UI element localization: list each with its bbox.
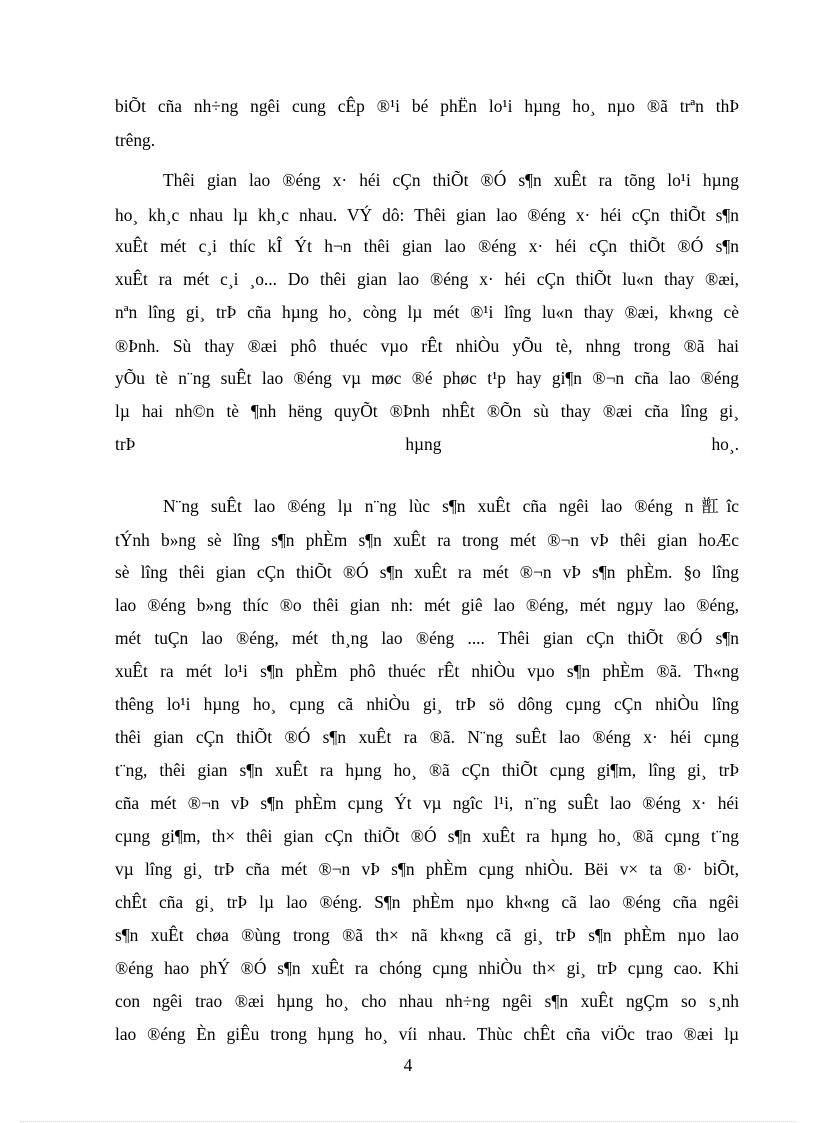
text-line: con ngêi trao ®æi hµng ho¸ cho nhau nh÷ng ngêi s¶n xuÊt ngÇm so s¸nh bbox=[115, 991, 739, 1011]
paragraph-first-line: N¨ng suÊt lao ®éng lµ n¨ng lùc s¶n xuÊt cña ngêi lao ®éng n㠮îc bbox=[163, 496, 739, 516]
text-line: cµng gi¶m, th× thêi gian cÇn thiÕt ®Ó s¶n xuÊt ra hµng ho¸ ®ã cµng t¨ng bbox=[115, 826, 739, 846]
page-bottom-divider bbox=[20, 1121, 796, 1122]
page-number: 4 bbox=[403, 1055, 413, 1075]
text-line: xuÊt mét c¸i thíc kÎ Ýt h¬n thêi gian lao ®éng x· héi cÇn thiÕt ®Ó s¶n bbox=[115, 236, 739, 256]
text-line: ®éng hao phÝ ®Ó s¶n xuÊt ra chóng cµng nhiÒu th× gi¸ trÞ cµng cao. Khi bbox=[115, 958, 739, 978]
text-line: ho¸ kh¸c nhau lµ kh¸c nhau. VÝ dô: Thêi gian lao ®éng x· héi cÇn thiÕt s¶n bbox=[115, 205, 739, 225]
text-line: xuÊt ra mét c¸i ¸o... Do thêi gian lao ®éng x· héi cÇn thiÕt lu«n thay ®æi, bbox=[115, 269, 739, 289]
text-line: lao ®éng b»ng thíc ®o thêi gian nh: mét giê lao ®éng, mét ngµy lao ®éng, bbox=[115, 595, 739, 615]
text-line: t¨ng, thêi gian s¶n xuÊt ra hµng ho¸ ®ã cÇn thiÕt cµng gi¶m, lîng gi¸ trÞ bbox=[115, 760, 739, 780]
text-line: xuÊt ra mét lo¹i s¶n phÈm phô thuéc rÊt nhiÒu vµo s¶n phÈm ®ã. Th«ng bbox=[115, 661, 739, 681]
text-line: cña mét ®¬n vÞ s¶n phÈm cµng Ýt vµ ngîc l¹i, n¨ng suÊt lao ®éng x· héi bbox=[115, 793, 739, 813]
text-line: s¶n xuÊt chøa ®ùng trong ®ã th× nã kh«ng cã gi¸ trÞ s¶n phÈm nµo lao bbox=[115, 925, 739, 945]
text-line: biÕt cña nh÷ng ngêi cung cÊp ®¹i bé phËn lo¹i hµng ho¸ nµo ®ã trªn thÞ bbox=[115, 96, 739, 116]
text-line: ®Þnh. Sù thay ®æi phô thuéc vµo rÊt nhiÒu yÕu tè, nhng trong ®ã hai bbox=[115, 336, 739, 356]
text-line: lµ hai nh©n tè ¶nh hëng quyÕt ®Þnh nhÊt ®Õn sù thay ®æi cña lîng gi¸ bbox=[115, 401, 739, 421]
text-line: chÊt cña gi¸ trÞ lµ lao ®éng. S¶n phÈm nµo kh«ng cã lao ®éng cña ngêi bbox=[115, 892, 739, 912]
paragraph-first-line: Thêi gian lao ®éng x· héi cÇn thiÕt ®Ó s¶n xuÊt ra tõng lo¹i hµng bbox=[163, 170, 739, 190]
text-line: lao ®éng Èn giÊu trong hµng ho¸ víi nhau. Thùc chÊt cña viÖc trao ®æi lµ bbox=[115, 1024, 739, 1044]
text-line: thêng lo¹i hµng ho¸ cµng cã nhiÒu gi¸ trÞ sö dông cµng cÇn nhiÒu lîng bbox=[115, 694, 739, 714]
text-line: trÞ hµng ho¸. bbox=[115, 434, 739, 454]
text-line: yÕu tè n¨ng suÊt lao ®éng vµ møc ®é phøc t¹p hay gi¶n ®¬n cña lao ®éng bbox=[115, 368, 739, 388]
text-line: thêi gian cÇn thiÕt ®Ó s¶n xuÊt ra ®ã. N¨ng suÊt lao ®éng x· héi cµng bbox=[115, 727, 739, 747]
text-line: mét tuÇn lao ®éng, mét th¸ng lao ®éng .... Thêi gian cÇn thiÕt ®Ó s¶n bbox=[115, 628, 739, 648]
text-line: trêng. bbox=[115, 130, 156, 150]
text-line: sè lîng thêi gian cÇn thiÕt ®Ó s¶n xuÊt ra mét ®¬n vÞ s¶n phÈm. §o lîng bbox=[115, 562, 739, 582]
text-line: tÝnh b»ng sè lîng s¶n phÈm s¶n xuÊt ra trong mét ®¬n vÞ thêi gian hoÆc bbox=[115, 530, 739, 550]
text-line: vµ lîng gi¸ trÞ cña mét ®¬n vÞ s¶n phÈm cµng nhiÒu. Bëi v× ta ®· biÕt, bbox=[115, 859, 739, 879]
text-line: nªn lîng gi¸ trÞ cña hµng ho¸ còng lµ mét ®¹i lîng lu«n thay ®æi, kh«ng cè bbox=[115, 302, 739, 322]
